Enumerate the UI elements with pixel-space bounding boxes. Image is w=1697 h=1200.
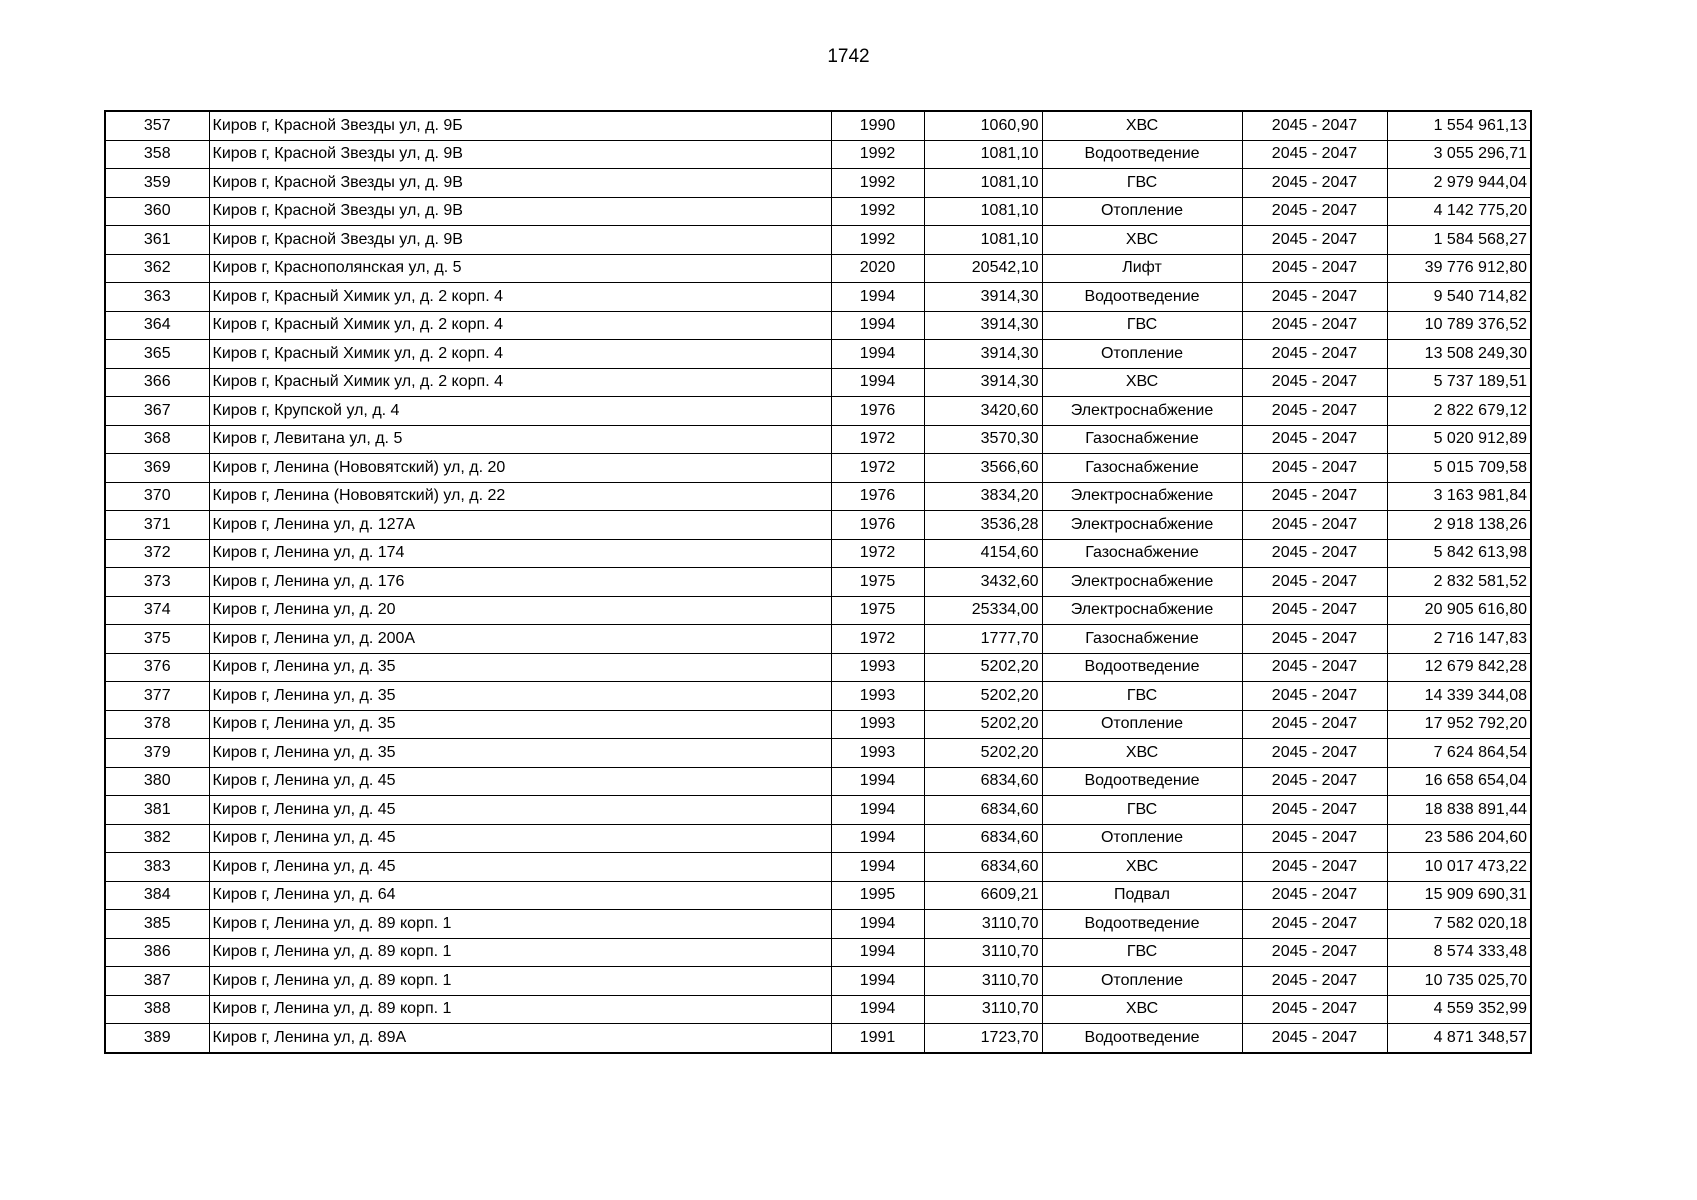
work-type-cell: Газоснабжение <box>1042 539 1242 568</box>
period-cell: 2045 - 2047 <box>1242 140 1387 169</box>
row-number-cell: 378 <box>105 710 209 739</box>
area-cell: 1081,10 <box>924 140 1042 169</box>
period-cell: 2045 - 2047 <box>1242 482 1387 511</box>
period-cell: 2045 - 2047 <box>1242 653 1387 682</box>
row-number-cell: 357 <box>105 111 209 140</box>
area-cell: 25334,00 <box>924 596 1042 625</box>
address-cell: Киров г, Ленина ул, д. 35 <box>209 653 831 682</box>
work-type-cell: Водоотведение <box>1042 653 1242 682</box>
table-row <box>105 625 1531 654</box>
row-number-cell: 368 <box>105 425 209 454</box>
cost-cell: 5 737 189,51 <box>1387 368 1531 397</box>
row-number-cell: 381 <box>105 796 209 825</box>
cost-cell: 2 822 679,12 <box>1387 397 1531 426</box>
table-row <box>105 454 1531 483</box>
work-type-cell: Водоотведение <box>1042 910 1242 939</box>
address-cell: Киров г, Ленина ул, д. 20 <box>209 596 831 625</box>
table-row <box>105 254 1531 283</box>
table-row <box>105 111 1531 140</box>
build-year-cell: 1975 <box>831 568 924 597</box>
build-year-cell: 1992 <box>831 197 924 226</box>
row-number-cell: 374 <box>105 596 209 625</box>
row-number-cell: 359 <box>105 169 209 198</box>
registry-table <box>104 110 1532 1054</box>
address-cell: Киров г, Красный Химик ул, д. 2 корп. 4 <box>209 311 831 340</box>
area-cell: 3110,70 <box>924 995 1042 1024</box>
area-cell: 5202,20 <box>924 710 1042 739</box>
row-number-cell: 373 <box>105 568 209 597</box>
area-cell: 3110,70 <box>924 910 1042 939</box>
period-cell: 2045 - 2047 <box>1242 625 1387 654</box>
area-cell: 3566,60 <box>924 454 1042 483</box>
period-cell: 2045 - 2047 <box>1242 425 1387 454</box>
table-row <box>105 226 1531 255</box>
period-cell: 2045 - 2047 <box>1242 710 1387 739</box>
row-number-cell: 384 <box>105 881 209 910</box>
period-cell: 2045 - 2047 <box>1242 254 1387 283</box>
row-number-cell: 363 <box>105 283 209 312</box>
period-cell: 2045 - 2047 <box>1242 454 1387 483</box>
work-type-cell: Водоотведение <box>1042 1024 1242 1053</box>
table-row <box>105 938 1531 967</box>
cost-cell: 5 842 613,98 <box>1387 539 1531 568</box>
build-year-cell: 1975 <box>831 596 924 625</box>
table-row <box>105 197 1531 226</box>
period-cell: 2045 - 2047 <box>1242 226 1387 255</box>
period-cell: 2045 - 2047 <box>1242 1024 1387 1053</box>
address-cell: Киров г, Ленина (Нововятский) ул, д. 20 <box>209 454 831 483</box>
address-cell: Киров г, Ленина ул, д. 127А <box>209 511 831 540</box>
work-type-cell: Электроснабжение <box>1042 482 1242 511</box>
cost-cell: 20 905 616,80 <box>1387 596 1531 625</box>
table-row <box>105 653 1531 682</box>
row-number-cell: 386 <box>105 938 209 967</box>
row-number-cell: 382 <box>105 824 209 853</box>
address-cell: Киров г, Ленина ул, д. 89А <box>209 1024 831 1053</box>
table-row <box>105 682 1531 711</box>
address-cell: Киров г, Ленина ул, д. 174 <box>209 539 831 568</box>
table-row <box>105 853 1531 882</box>
address-cell: Киров г, Красный Химик ул, д. 2 корп. 4 <box>209 368 831 397</box>
table-row <box>105 596 1531 625</box>
area-cell: 4154,60 <box>924 539 1042 568</box>
build-year-cell: 1994 <box>831 824 924 853</box>
work-type-cell: Водоотведение <box>1042 283 1242 312</box>
work-type-cell: ХВС <box>1042 368 1242 397</box>
work-type-cell: ХВС <box>1042 995 1242 1024</box>
area-cell: 20542,10 <box>924 254 1042 283</box>
row-number-cell: 376 <box>105 653 209 682</box>
period-cell: 2045 - 2047 <box>1242 853 1387 882</box>
cost-cell: 7 624 864,54 <box>1387 739 1531 768</box>
build-year-cell: 1994 <box>831 853 924 882</box>
row-number-cell: 367 <box>105 397 209 426</box>
area-cell: 3914,30 <box>924 283 1042 312</box>
build-year-cell: 1994 <box>831 938 924 967</box>
table-row <box>105 140 1531 169</box>
address-cell: Киров г, Красный Химик ул, д. 2 корп. 4 <box>209 340 831 369</box>
area-cell: 1723,70 <box>924 1024 1042 1053</box>
address-cell: Киров г, Красный Химик ул, д. 2 корп. 4 <box>209 283 831 312</box>
work-type-cell: Отопление <box>1042 197 1242 226</box>
build-year-cell: 1990 <box>831 111 924 140</box>
address-cell: Киров г, Ленина ул, д. 89 корп. 1 <box>209 938 831 967</box>
period-cell: 2045 - 2047 <box>1242 111 1387 140</box>
row-number-cell: 365 <box>105 340 209 369</box>
build-year-cell: 1994 <box>831 283 924 312</box>
work-type-cell: Отопление <box>1042 824 1242 853</box>
work-type-cell: Отопление <box>1042 710 1242 739</box>
row-number-cell: 380 <box>105 767 209 796</box>
row-number-cell: 361 <box>105 226 209 255</box>
period-cell: 2045 - 2047 <box>1242 938 1387 967</box>
build-year-cell: 1993 <box>831 710 924 739</box>
address-cell: Киров г, Красной Звезды ул, д. 9Б <box>209 111 831 140</box>
period-cell: 2045 - 2047 <box>1242 511 1387 540</box>
period-cell: 2045 - 2047 <box>1242 739 1387 768</box>
row-number-cell: 370 <box>105 482 209 511</box>
table-row <box>105 881 1531 910</box>
period-cell: 2045 - 2047 <box>1242 682 1387 711</box>
table-row <box>105 283 1531 312</box>
cost-cell: 39 776 912,80 <box>1387 254 1531 283</box>
build-year-cell: 1992 <box>831 140 924 169</box>
area-cell: 5202,20 <box>924 739 1042 768</box>
cost-cell: 5 015 709,58 <box>1387 454 1531 483</box>
area-cell: 5202,20 <box>924 653 1042 682</box>
address-cell: Киров г, Ленина ул, д. 45 <box>209 767 831 796</box>
build-year-cell: 1994 <box>831 995 924 1024</box>
cost-cell: 5 020 912,89 <box>1387 425 1531 454</box>
cost-cell: 2 979 944,04 <box>1387 169 1531 198</box>
row-number-cell: 379 <box>105 739 209 768</box>
address-cell: Киров г, Красной Звезды ул, д. 9В <box>209 140 831 169</box>
cost-cell: 10 017 473,22 <box>1387 853 1531 882</box>
build-year-cell: 1976 <box>831 511 924 540</box>
cost-cell: 10 789 376,52 <box>1387 311 1531 340</box>
cost-cell: 17 952 792,20 <box>1387 710 1531 739</box>
period-cell: 2045 - 2047 <box>1242 568 1387 597</box>
period-cell: 2045 - 2047 <box>1242 596 1387 625</box>
work-type-cell: Подвал <box>1042 881 1242 910</box>
area-cell: 3914,30 <box>924 340 1042 369</box>
area-cell: 3110,70 <box>924 967 1042 996</box>
row-number-cell: 364 <box>105 311 209 340</box>
address-cell: Киров г, Левитана ул, д. 5 <box>209 425 831 454</box>
address-cell: Киров г, Ленина ул, д. 35 <box>209 739 831 768</box>
period-cell: 2045 - 2047 <box>1242 967 1387 996</box>
work-type-cell: Лифт <box>1042 254 1242 283</box>
address-cell: Киров г, Ленина ул, д. 64 <box>209 881 831 910</box>
period-cell: 2045 - 2047 <box>1242 169 1387 198</box>
table-row <box>105 995 1531 1024</box>
table-row <box>105 967 1531 996</box>
area-cell: 6834,60 <box>924 796 1042 825</box>
build-year-cell: 1994 <box>831 796 924 825</box>
table-row <box>105 824 1531 853</box>
cost-cell: 3 163 981,84 <box>1387 482 1531 511</box>
row-number-cell: 387 <box>105 967 209 996</box>
work-type-cell: Водоотведение <box>1042 767 1242 796</box>
table-row <box>105 511 1531 540</box>
address-cell: Киров г, Крупской ул, д. 4 <box>209 397 831 426</box>
period-cell: 2045 - 2047 <box>1242 340 1387 369</box>
cost-cell: 1 584 568,27 <box>1387 226 1531 255</box>
table-row <box>105 340 1531 369</box>
table-row <box>105 425 1531 454</box>
cost-cell: 10 735 025,70 <box>1387 967 1531 996</box>
period-cell: 2045 - 2047 <box>1242 796 1387 825</box>
work-type-cell: Электроснабжение <box>1042 596 1242 625</box>
work-type-cell: Водоотведение <box>1042 140 1242 169</box>
row-number-cell: 383 <box>105 853 209 882</box>
cost-cell: 12 679 842,28 <box>1387 653 1531 682</box>
address-cell: Киров г, Ленина ул, д. 200А <box>209 625 831 654</box>
table-row <box>105 910 1531 939</box>
area-cell: 1081,10 <box>924 169 1042 198</box>
period-cell: 2045 - 2047 <box>1242 197 1387 226</box>
work-type-cell: ХВС <box>1042 111 1242 140</box>
table-row <box>105 710 1531 739</box>
row-number-cell: 377 <box>105 682 209 711</box>
area-cell: 1081,10 <box>924 226 1042 255</box>
build-year-cell: 1972 <box>831 539 924 568</box>
period-cell: 2045 - 2047 <box>1242 311 1387 340</box>
build-year-cell: 1972 <box>831 425 924 454</box>
address-cell: Киров г, Ленина ул, д. 35 <box>209 710 831 739</box>
row-number-cell: 388 <box>105 995 209 1024</box>
cost-cell: 3 055 296,71 <box>1387 140 1531 169</box>
work-type-cell: ГВС <box>1042 938 1242 967</box>
work-type-cell: ГВС <box>1042 311 1242 340</box>
cost-cell: 2 832 581,52 <box>1387 568 1531 597</box>
work-type-cell: Газоснабжение <box>1042 625 1242 654</box>
build-year-cell: 1993 <box>831 653 924 682</box>
build-year-cell: 1992 <box>831 226 924 255</box>
period-cell: 2045 - 2047 <box>1242 824 1387 853</box>
address-cell: Киров г, Красной Звезды ул, д. 9В <box>209 226 831 255</box>
build-year-cell: 2020 <box>831 254 924 283</box>
table-row <box>105 169 1531 198</box>
build-year-cell: 1994 <box>831 368 924 397</box>
table-row <box>105 568 1531 597</box>
table-row <box>105 539 1531 568</box>
work-type-cell: Электроснабжение <box>1042 511 1242 540</box>
address-cell: Киров г, Краснополянская ул, д. 5 <box>209 254 831 283</box>
work-type-cell: ГВС <box>1042 796 1242 825</box>
work-type-cell: Газоснабжение <box>1042 425 1242 454</box>
period-cell: 2045 - 2047 <box>1242 995 1387 1024</box>
period-cell: 2045 - 2047 <box>1242 910 1387 939</box>
area-cell: 3432,60 <box>924 568 1042 597</box>
address-cell: Киров г, Ленина ул, д. 45 <box>209 853 831 882</box>
area-cell: 6834,60 <box>924 767 1042 796</box>
area-cell: 3914,30 <box>924 368 1042 397</box>
address-cell: Киров г, Ленина ул, д. 35 <box>209 682 831 711</box>
build-year-cell: 1994 <box>831 967 924 996</box>
build-year-cell: 1995 <box>831 881 924 910</box>
cost-cell: 15 909 690,31 <box>1387 881 1531 910</box>
period-cell: 2045 - 2047 <box>1242 539 1387 568</box>
area-cell: 3834,20 <box>924 482 1042 511</box>
build-year-cell: 1992 <box>831 169 924 198</box>
table-row <box>105 739 1531 768</box>
row-number-cell: 375 <box>105 625 209 654</box>
work-type-cell: ХВС <box>1042 853 1242 882</box>
address-cell: Киров г, Ленина ул, д. 89 корп. 1 <box>209 967 831 996</box>
area-cell: 1060,90 <box>924 111 1042 140</box>
address-cell: Киров г, Ленина (Нововятский) ул, д. 22 <box>209 482 831 511</box>
cost-cell: 2 918 138,26 <box>1387 511 1531 540</box>
cost-cell: 4 142 775,20 <box>1387 197 1531 226</box>
address-cell: Киров г, Красной Звезды ул, д. 9В <box>209 197 831 226</box>
build-year-cell: 1994 <box>831 311 924 340</box>
row-number-cell: 358 <box>105 140 209 169</box>
build-year-cell: 1994 <box>831 910 924 939</box>
row-number-cell: 372 <box>105 539 209 568</box>
build-year-cell: 1976 <box>831 397 924 426</box>
cost-cell: 4 559 352,99 <box>1387 995 1531 1024</box>
row-number-cell: 371 <box>105 511 209 540</box>
row-number-cell: 362 <box>105 254 209 283</box>
build-year-cell: 1991 <box>831 1024 924 1053</box>
area-cell: 3570,30 <box>924 425 1042 454</box>
area-cell: 5202,20 <box>924 682 1042 711</box>
table-row <box>105 482 1531 511</box>
build-year-cell: 1993 <box>831 682 924 711</box>
cost-cell: 9 540 714,82 <box>1387 283 1531 312</box>
cost-cell: 2 716 147,83 <box>1387 625 1531 654</box>
work-type-cell: Газоснабжение <box>1042 454 1242 483</box>
work-type-cell: Отопление <box>1042 967 1242 996</box>
cost-cell: 16 658 654,04 <box>1387 767 1531 796</box>
cost-cell: 13 508 249,30 <box>1387 340 1531 369</box>
area-cell: 6834,60 <box>924 853 1042 882</box>
work-type-cell: ХВС <box>1042 739 1242 768</box>
build-year-cell: 1994 <box>831 340 924 369</box>
cost-cell: 7 582 020,18 <box>1387 910 1531 939</box>
period-cell: 2045 - 2047 <box>1242 283 1387 312</box>
row-number-cell: 360 <box>105 197 209 226</box>
area-cell: 3110,70 <box>924 938 1042 967</box>
cost-cell: 8 574 333,48 <box>1387 938 1531 967</box>
work-type-cell: Отопление <box>1042 340 1242 369</box>
area-cell: 3536,28 <box>924 511 1042 540</box>
build-year-cell: 1976 <box>831 482 924 511</box>
table-row <box>105 368 1531 397</box>
period-cell: 2045 - 2047 <box>1242 881 1387 910</box>
cost-cell: 18 838 891,44 <box>1387 796 1531 825</box>
cost-cell: 14 339 344,08 <box>1387 682 1531 711</box>
cost-cell: 4 871 348,57 <box>1387 1024 1531 1053</box>
cost-cell: 1 554 961,13 <box>1387 111 1531 140</box>
period-cell: 2045 - 2047 <box>1242 767 1387 796</box>
period-cell: 2045 - 2047 <box>1242 397 1387 426</box>
build-year-cell: 1994 <box>831 767 924 796</box>
area-cell: 6609,21 <box>924 881 1042 910</box>
row-number-cell: 366 <box>105 368 209 397</box>
row-number-cell: 385 <box>105 910 209 939</box>
table-row <box>105 397 1531 426</box>
row-number-cell: 389 <box>105 1024 209 1053</box>
address-cell: Киров г, Ленина ул, д. 89 корп. 1 <box>209 995 831 1024</box>
work-type-cell: ХВС <box>1042 226 1242 255</box>
area-cell: 3420,60 <box>924 397 1042 426</box>
work-type-cell: ГВС <box>1042 169 1242 198</box>
work-type-cell: Электроснабжение <box>1042 397 1242 426</box>
address-cell: Киров г, Ленина ул, д. 176 <box>209 568 831 597</box>
address-cell: Киров г, Ленина ул, д. 45 <box>209 824 831 853</box>
row-number-cell: 369 <box>105 454 209 483</box>
build-year-cell: 1972 <box>831 625 924 654</box>
area-cell: 1777,70 <box>924 625 1042 654</box>
area-cell: 3914,30 <box>924 311 1042 340</box>
build-year-cell: 1972 <box>831 454 924 483</box>
address-cell: Киров г, Ленина ул, д. 45 <box>209 796 831 825</box>
table-row <box>105 767 1531 796</box>
table-row <box>105 1024 1531 1053</box>
period-cell: 2045 - 2047 <box>1242 368 1387 397</box>
page-number: 1742 <box>827 46 870 67</box>
table-row <box>105 311 1531 340</box>
area-cell: 1081,10 <box>924 197 1042 226</box>
build-year-cell: 1993 <box>831 739 924 768</box>
work-type-cell: Электроснабжение <box>1042 568 1242 597</box>
address-cell: Киров г, Ленина ул, д. 89 корп. 1 <box>209 910 831 939</box>
area-cell: 6834,60 <box>924 824 1042 853</box>
table-body <box>105 111 1531 1053</box>
address-cell: Киров г, Красной Звезды ул, д. 9В <box>209 169 831 198</box>
cost-cell: 23 586 204,60 <box>1387 824 1531 853</box>
work-type-cell: ГВС <box>1042 682 1242 711</box>
table-row <box>105 796 1531 825</box>
